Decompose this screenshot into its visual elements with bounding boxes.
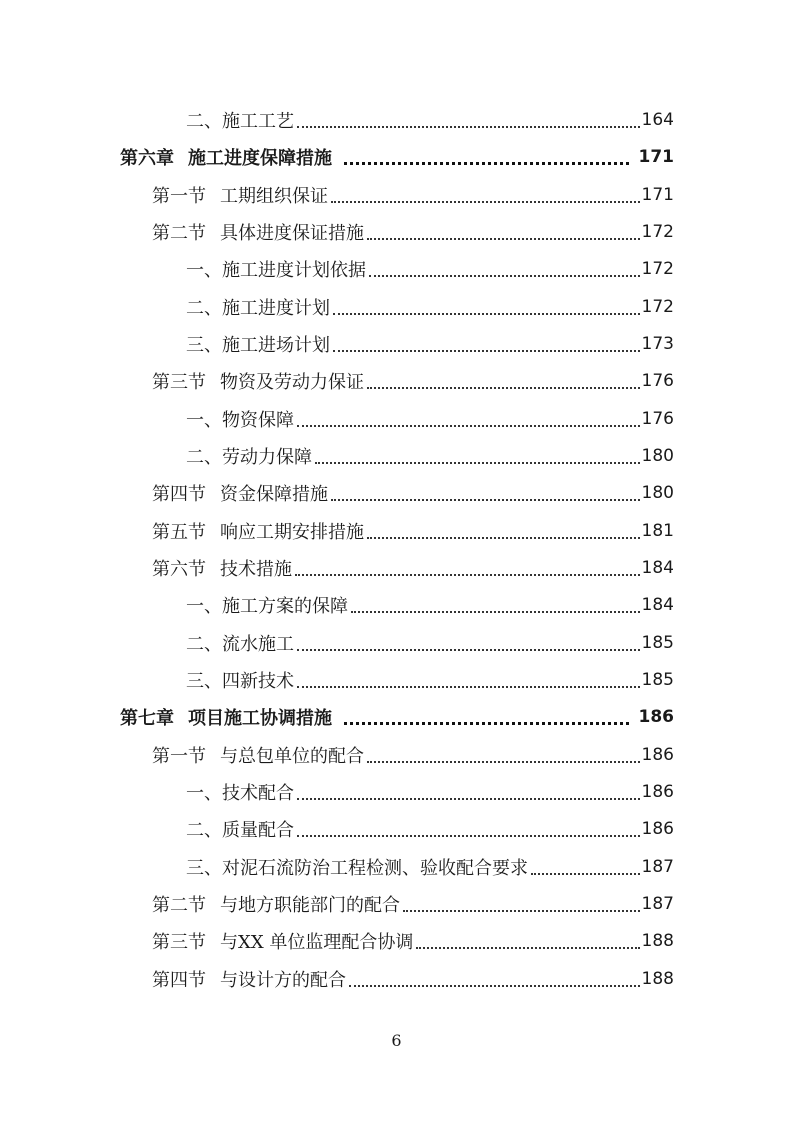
toc-entry[interactable] [186, 624, 674, 661]
dot-leader [297, 798, 640, 800]
dot-leader [351, 611, 640, 613]
toc-section[interactable] [152, 213, 674, 250]
toc-entry-page: 186 [641, 781, 674, 802]
toc-section[interactable] [152, 512, 674, 549]
toc-section[interactable] [152, 885, 674, 922]
toc-entry[interactable] [186, 810, 674, 847]
toc-entry-page: 188 [641, 968, 674, 989]
toc-entry-page: 187 [641, 893, 674, 914]
toc-entry-label: 二、劳动力保障 [186, 446, 312, 468]
toc-entry[interactable] [186, 586, 674, 623]
dot-leader [531, 873, 640, 875]
toc-entry[interactable] [186, 101, 674, 138]
toc-entry-label: 一、技术配合 [186, 782, 294, 804]
toc-entry-page: 164 [641, 109, 674, 130]
toc-entry-page: 176 [641, 370, 674, 391]
toc-entry[interactable] [186, 400, 674, 437]
toc-entry-label: 第一节 工期组织保证 [152, 185, 328, 207]
toc-entry-page: 181 [641, 520, 674, 541]
toc-entry-label: 第六节 技术措施 [152, 558, 292, 580]
toc-entry-page: 172 [641, 221, 674, 242]
toc-entry-page: 184 [641, 557, 674, 578]
toc-entry-label: 第一节 与总包单位的配合 [152, 745, 364, 767]
toc-entry-page: 180 [641, 482, 674, 503]
toc-entry-label: 第四节 与设计方的配合 [152, 969, 346, 991]
dot-leader [369, 275, 640, 277]
dot-leader [297, 686, 640, 688]
toc-entry[interactable] [186, 773, 674, 810]
toc-section[interactable] [152, 176, 674, 213]
dot-leader [331, 499, 640, 501]
toc-entry[interactable] [186, 288, 674, 325]
toc-entry-label: 第三节 与XX 单位监理配合协调 [152, 931, 414, 953]
toc-chapter[interactable] [120, 138, 674, 175]
toc-entry-label: 第五节 响应工期安排措施 [152, 521, 364, 543]
dot-leader [403, 910, 640, 912]
toc-entry-label: 一、施工方案的保障 [186, 595, 348, 617]
toc-section[interactable] [152, 922, 674, 959]
toc-entry-label: 二、施工进度计划 [186, 297, 330, 319]
toc-section[interactable] [152, 362, 674, 399]
toc-entry-page: 176 [641, 408, 674, 429]
dot-leader [333, 350, 640, 352]
toc-section[interactable] [152, 549, 674, 586]
toc-entry[interactable] [186, 848, 674, 885]
toc-entry-page: 186 [641, 744, 674, 765]
toc-entry[interactable] [186, 325, 674, 362]
toc-entry-label: 三、施工进场计划 [186, 334, 330, 356]
dot-leader [297, 126, 640, 128]
toc-entry[interactable] [186, 250, 674, 287]
toc-entry-page: 171 [638, 146, 674, 167]
toc-entry-page: 185 [641, 669, 674, 690]
toc-entry-label: 三、四新技术 [186, 670, 294, 692]
dot-leader [295, 574, 640, 576]
dot-leader [331, 201, 640, 203]
toc-entry-page: 171 [641, 184, 674, 205]
toc-section[interactable] [152, 736, 674, 773]
toc-entry-label: 第二节 与地方职能部门的配合 [152, 894, 400, 916]
toc-entry-label: 第三节 物资及劳动力保证 [152, 371, 364, 393]
toc-entry-label: 第七章 项目施工协调措施 [120, 707, 332, 729]
toc-section[interactable] [152, 960, 674, 997]
toc-entry-page: 187 [641, 856, 674, 877]
toc-entry-page: 172 [641, 258, 674, 279]
toc-entry-page: 173 [641, 333, 674, 354]
toc-entry-label: 二、流水施工 [186, 633, 294, 655]
dot-leader [367, 537, 640, 539]
dot-leader [297, 835, 640, 837]
toc-entry-label: 二、质量配合 [186, 819, 294, 841]
dot-leader [315, 462, 640, 464]
toc-entry[interactable] [186, 661, 674, 698]
dot-leader [297, 425, 640, 427]
toc-entry-label: 二、施工工艺 [186, 110, 294, 132]
dot-leader [416, 947, 639, 949]
toc-section[interactable] [152, 474, 674, 511]
dot-leader [344, 722, 629, 725]
dot-leader [349, 985, 640, 987]
dot-leader [344, 162, 629, 165]
dot-leader [367, 761, 640, 763]
toc-entry-page: 172 [641, 296, 674, 317]
toc-entry-page: 180 [641, 445, 674, 466]
toc-entry-label: 第六章 施工进度保障措施 [120, 147, 332, 169]
toc-entry-page: 186 [638, 706, 674, 727]
toc-entry[interactable] [186, 437, 674, 474]
toc-entry-page: 185 [641, 632, 674, 653]
dot-leader [367, 387, 640, 389]
toc-entry-label: 第二节 具体进度保证措施 [152, 222, 364, 244]
toc-entry-label: 第四节 资金保障措施 [152, 483, 328, 505]
dot-leader [367, 238, 640, 240]
toc-entry-label: 一、施工进度计划依据 [186, 259, 366, 281]
dot-leader [333, 313, 640, 315]
dot-leader [297, 649, 640, 651]
toc-entry-page: 184 [641, 594, 674, 615]
toc-chapter[interactable] [120, 698, 674, 735]
page-number: 6 [391, 1031, 402, 1050]
toc-entry-label: 三、对泥石流防治工程检测、验收配合要求 [186, 857, 528, 879]
toc-entry-page: 188 [641, 930, 674, 951]
toc-entry-label: 一、物资保障 [186, 409, 294, 431]
toc-entry-page: 186 [641, 818, 674, 839]
